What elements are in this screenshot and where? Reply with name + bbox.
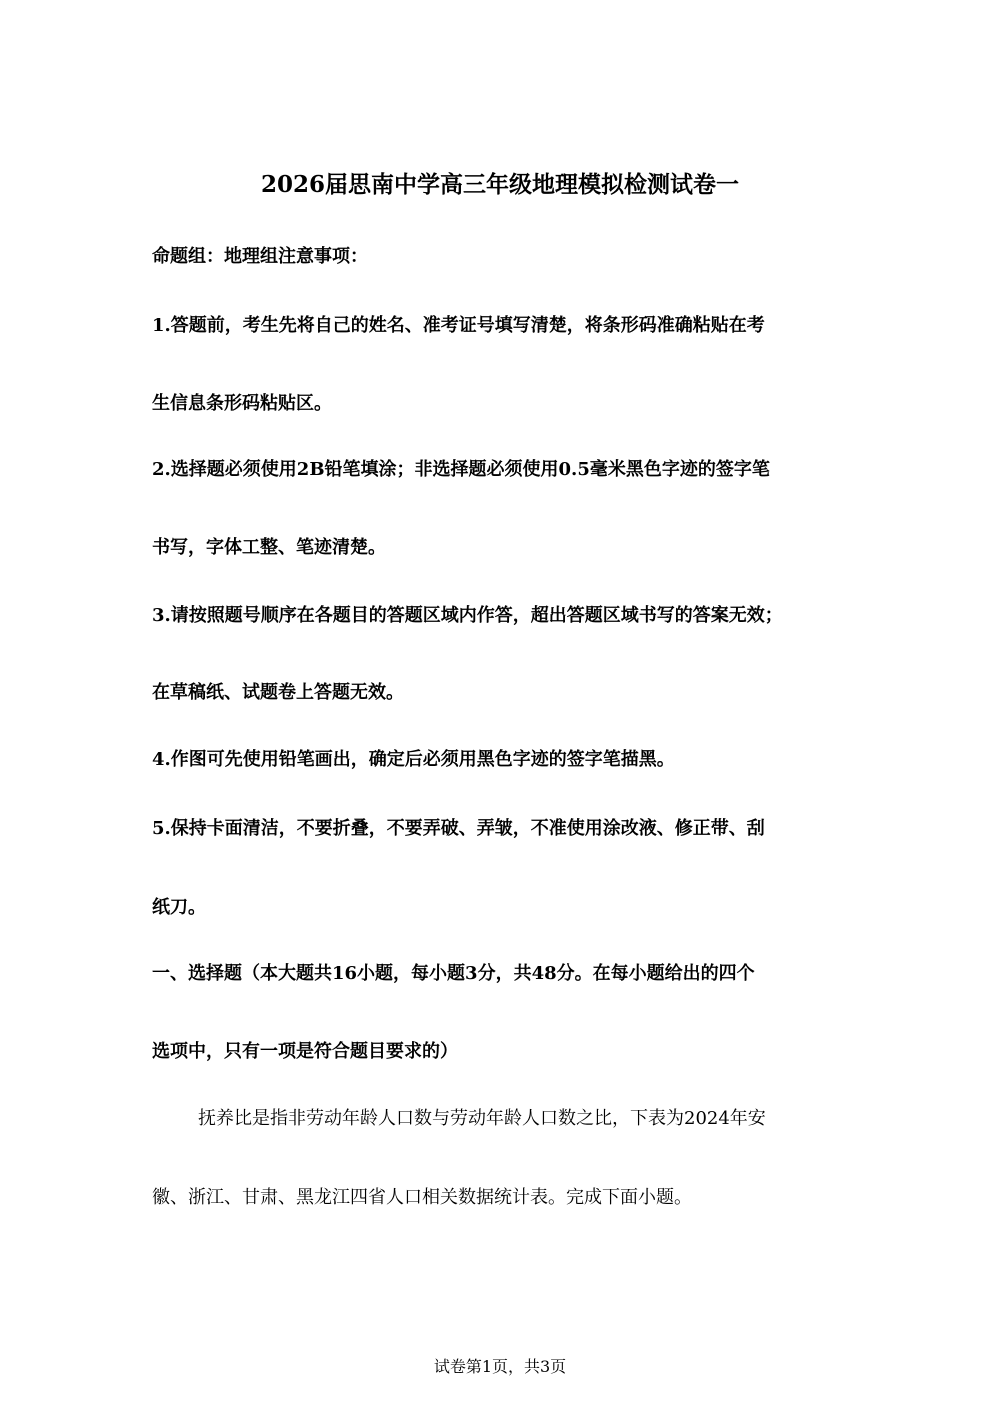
section-1-heading-line-2: 选项中，只有一项是符合题目要求的） bbox=[152, 1041, 458, 1062]
note-4-line-1: 4.作图可先使用铅笔画出，确定后必须用黑色字迹的签字笔描黑。 bbox=[152, 749, 675, 770]
note-1-line-2: 生信息条形码粘贴区。 bbox=[152, 393, 332, 414]
note-3-line-1: 3.请按照题号顺序在各题目的答题区域内作答，超出答题区域书写的答案无效； bbox=[152, 605, 783, 626]
section-1-heading-line-1: 一、选择题（本大题共16小题，每小题3分，共48分。在每小题给出的四个 bbox=[152, 963, 755, 984]
page-title: 2026届思南中学高三年级地理模拟检测试卷一 bbox=[260, 171, 739, 198]
note-3-line-2: 在草稿纸、试题卷上答题无效。 bbox=[152, 682, 404, 703]
passage-line-1: 抚养比是指非劳动年龄人口数与劳动年龄人口数之比，下表为2024年安 bbox=[198, 1108, 766, 1129]
note-5-line-1: 5.保持卡面清洁，不要折叠，不要弄破、弄皱，不准使用涂改液、修正带、刮 bbox=[152, 818, 765, 839]
note-2-line-2: 书写，字体工整、笔迹清楚。 bbox=[152, 537, 386, 558]
page-footer: 试卷第1页，共3页 bbox=[433, 1357, 567, 1376]
note-5-line-2: 纸刀。 bbox=[152, 897, 206, 918]
note-2-line-1: 2.选择题必须使用2B铅笔填涂；非选择题必须使用0.5毫米黑色字迹的签字笔 bbox=[152, 459, 770, 480]
header-line: 命题组：地理组注意事项： bbox=[152, 246, 368, 267]
passage-line-2: 徽、浙江、甘肃、黑龙江四省人口相关数据统计表。完成下面小题。 bbox=[152, 1187, 692, 1208]
note-1-line-1: 1.答题前，考生先将自己的姓名、准考证号填写清楚，将条形码准确粘贴在考 bbox=[152, 315, 765, 336]
